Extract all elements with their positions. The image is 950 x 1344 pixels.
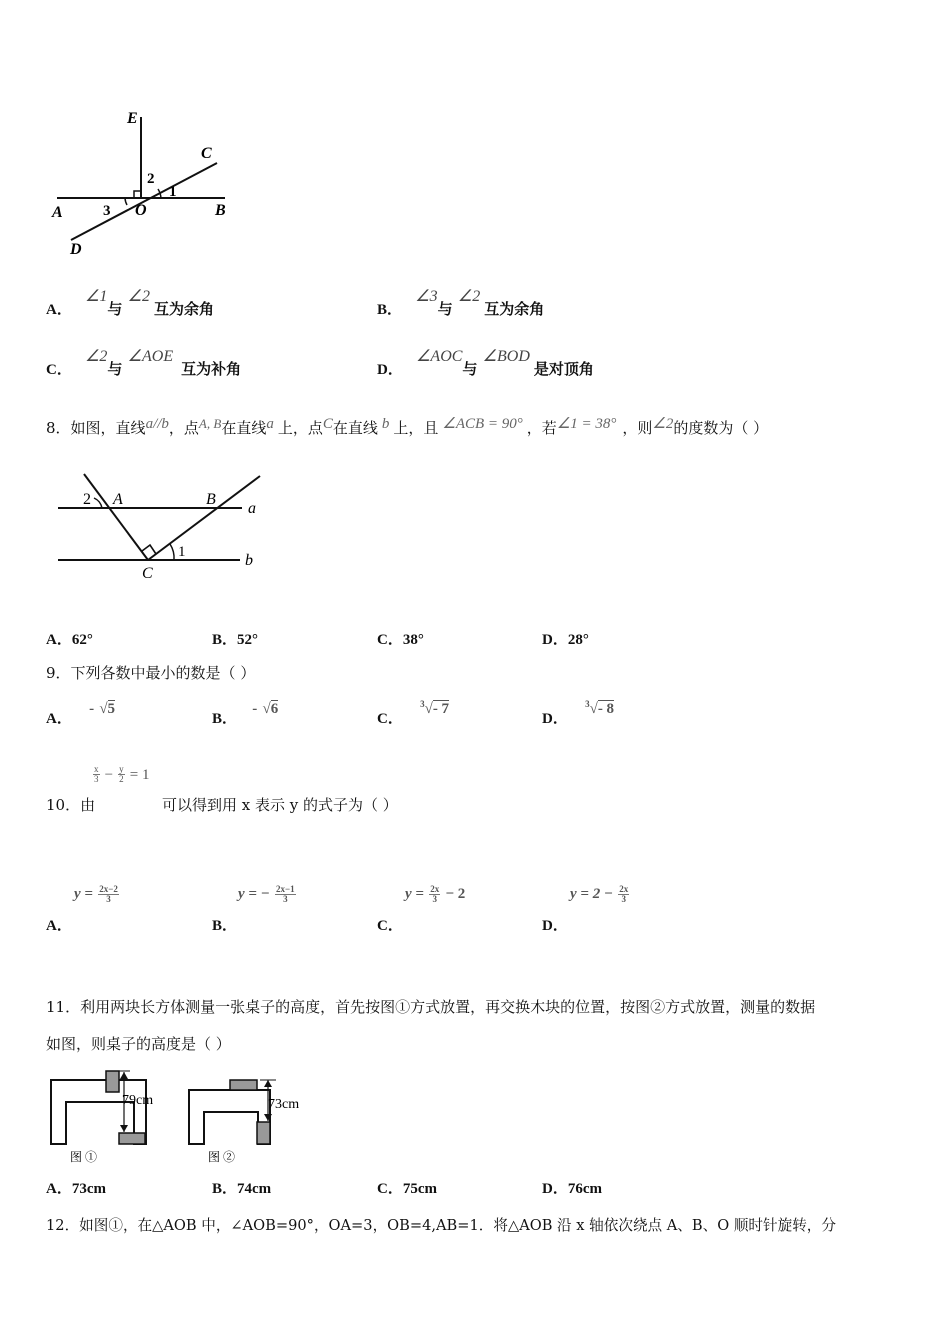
math-angle: ∠2 bbox=[85, 348, 108, 365]
option-letter: C． bbox=[377, 918, 403, 934]
option-letter: D． bbox=[377, 362, 403, 378]
label-c: C bbox=[201, 145, 212, 162]
label-e: E bbox=[127, 110, 138, 127]
stem-text: 在直线 bbox=[221, 419, 267, 437]
option-value: 76cm bbox=[567, 1181, 602, 1197]
q11-option-b[interactable] bbox=[212, 1177, 271, 1198]
formula bbox=[238, 884, 296, 904]
q9-option-c[interactable] bbox=[377, 699, 449, 728]
q9-option-b[interactable] bbox=[212, 699, 278, 728]
q10-equation bbox=[93, 764, 149, 784]
formula bbox=[405, 884, 465, 904]
q7-option-b[interactable] bbox=[377, 286, 544, 319]
measure-79cm: 79cm bbox=[122, 1093, 154, 1108]
q8-option-b[interactable] bbox=[212, 628, 258, 649]
label-1: 1 bbox=[169, 184, 177, 200]
equals-one: = 1 bbox=[129, 767, 150, 783]
stem-text: 在直线 bbox=[332, 419, 378, 437]
cube-root-icon: √ bbox=[589, 701, 598, 717]
rhs-rest: − 2 bbox=[445, 886, 466, 902]
denominator: 3 bbox=[621, 893, 627, 904]
label-a: A bbox=[113, 491, 123, 508]
denominator: 3 bbox=[283, 893, 288, 904]
numerator: y bbox=[119, 764, 124, 774]
sqrt-icon: √ bbox=[262, 701, 271, 717]
math-inline: b bbox=[381, 416, 390, 432]
numerator: 2x bbox=[430, 883, 440, 894]
label-3: 3 bbox=[103, 203, 111, 219]
lhs: y = bbox=[405, 886, 424, 902]
math-inline: ∠ACB = 90° bbox=[442, 416, 523, 432]
lhs: y = 2 − bbox=[570, 886, 614, 902]
option-letter: D． bbox=[542, 711, 568, 727]
minus-sign: − bbox=[104, 767, 114, 783]
q9-stem: 9．下列各数中最小的数是（ ） bbox=[46, 664, 256, 682]
q11-stem-line1: 11．利用两块长方体测量一张桌子的高度，首先按图①方式放置，再交换木块的位置，按图②方式放置，测量的数据 bbox=[46, 998, 816, 1016]
angle-figure-q7 bbox=[45, 105, 255, 265]
option-letter: D． bbox=[542, 918, 568, 934]
option-letter: B． bbox=[377, 302, 403, 318]
q8-stem bbox=[46, 414, 768, 438]
option-letter: A． bbox=[46, 302, 72, 318]
label-line-b: b bbox=[245, 552, 253, 569]
label-d: D bbox=[70, 241, 82, 258]
numerator: x bbox=[94, 764, 99, 774]
option-letter: C． bbox=[377, 632, 403, 648]
stem-text: 如图，直线 bbox=[70, 419, 146, 437]
label-a: A bbox=[52, 204, 63, 221]
measure-73cm: 73cm bbox=[268, 1097, 300, 1112]
stem-text: 的度数为（ ） bbox=[673, 419, 769, 437]
root-index: 3 bbox=[585, 699, 590, 709]
stem-text: ，若 bbox=[526, 419, 557, 437]
radicand: 6 bbox=[270, 701, 279, 717]
math-inline: C bbox=[322, 416, 333, 432]
option-value: 75cm bbox=[402, 1181, 437, 1197]
label-2: 2 bbox=[147, 171, 155, 187]
math-inline: a//b bbox=[145, 416, 169, 432]
option-letter: A． bbox=[46, 711, 72, 727]
math-angle: ∠AOE bbox=[127, 348, 174, 365]
option-value: 73cm bbox=[71, 1181, 106, 1197]
q8-option-a[interactable] bbox=[46, 628, 93, 649]
option-letter: D． bbox=[542, 1181, 568, 1197]
option-value: 38° bbox=[402, 632, 424, 648]
label-2: 2 bbox=[83, 491, 91, 508]
option-text: 与 bbox=[107, 360, 123, 378]
label-1: 1 bbox=[178, 544, 186, 560]
option-value: 28° bbox=[567, 632, 589, 648]
option-text: 互为余角 bbox=[484, 300, 545, 318]
parallel-lines-figure-q8 bbox=[50, 468, 280, 586]
option-letter: B． bbox=[212, 711, 238, 727]
option-letter: A． bbox=[46, 918, 72, 934]
label-b: B bbox=[206, 491, 216, 508]
q11-option-d[interactable] bbox=[542, 1177, 602, 1198]
neg-sign: - bbox=[89, 701, 95, 717]
stem-text: ，则 bbox=[622, 419, 653, 437]
math-angle: ∠3 bbox=[415, 288, 438, 305]
sqrt-icon: √ bbox=[99, 701, 108, 717]
q9-option-a[interactable] bbox=[46, 699, 115, 728]
math-inline: ∠1 = 38° bbox=[556, 416, 617, 432]
question-number: 8． bbox=[46, 419, 71, 437]
stem-text: ，点 bbox=[168, 419, 199, 437]
math-angle: ∠2 bbox=[127, 288, 151, 305]
option-value: 62° bbox=[71, 632, 93, 648]
q8-option-d[interactable] bbox=[542, 628, 589, 649]
root-index: 3 bbox=[420, 699, 425, 709]
neg-sign: - bbox=[252, 701, 258, 717]
option-letter: A． bbox=[46, 632, 72, 648]
denominator: 3 bbox=[94, 774, 99, 784]
numerator: 2x−2 bbox=[99, 883, 118, 894]
label-b: B bbox=[215, 202, 226, 219]
q7-option-d[interactable] bbox=[377, 346, 594, 379]
math-angle: ∠AOC bbox=[416, 348, 463, 365]
option-letter: C． bbox=[377, 711, 403, 727]
radicand: 5 bbox=[107, 701, 116, 717]
fraction bbox=[618, 885, 629, 904]
lhs: y = bbox=[74, 886, 93, 902]
table-figure-2 bbox=[186, 1068, 314, 1168]
denominator: 3 bbox=[432, 893, 437, 904]
fraction bbox=[98, 885, 119, 904]
option-letter: B． bbox=[212, 1181, 238, 1197]
option-letter: C． bbox=[377, 1181, 403, 1197]
q7-option-a[interactable] bbox=[46, 286, 214, 319]
fraction bbox=[429, 885, 440, 904]
math-inline: ∠2 bbox=[652, 416, 674, 432]
q11-option-c[interactable] bbox=[377, 1177, 437, 1198]
numerator: 2x−1 bbox=[276, 883, 295, 894]
q7-option-c[interactable] bbox=[46, 346, 241, 379]
q12-stem-line1: 12．如图①，在△AOB 中，∠AOB=90°，OA=3，OB=4,AB=1．将△AOB 沿 x 轴依次绕点 A、B、O 顺时针旋转，分 bbox=[46, 1217, 836, 1234]
q9-option-d[interactable] bbox=[542, 699, 614, 728]
option-text: 是对顶角 bbox=[533, 360, 594, 378]
label-line-a: a bbox=[248, 500, 256, 517]
stem-text: 上，点 bbox=[277, 419, 323, 437]
math-angle: ∠1 bbox=[85, 288, 108, 305]
fraction bbox=[93, 765, 100, 784]
table-figure-1 bbox=[48, 1068, 176, 1168]
fig1-caption: 图 ① bbox=[70, 1150, 98, 1164]
math-inline: a bbox=[266, 416, 274, 432]
label-c: C bbox=[142, 565, 153, 582]
option-letter: B． bbox=[212, 918, 238, 934]
denominator: 3 bbox=[106, 893, 111, 904]
q10-stem: 可以得到用 x 表示 y 的式子为（ ） bbox=[162, 796, 398, 814]
option-value: 52° bbox=[237, 632, 259, 648]
fraction bbox=[275, 885, 296, 904]
formula bbox=[570, 884, 629, 904]
label-o: O bbox=[135, 202, 147, 219]
q11-stem-line2: 如图，则桌子的高度是（ ） bbox=[46, 1035, 231, 1053]
math-angle: ∠BOD bbox=[482, 348, 530, 365]
fraction bbox=[118, 765, 125, 784]
math-angle: ∠2 bbox=[457, 288, 481, 305]
q8-option-c[interactable] bbox=[377, 628, 424, 649]
radicand: - 8 bbox=[597, 701, 615, 717]
option-text: 与 bbox=[107, 300, 123, 318]
lhs: y = − bbox=[238, 886, 270, 902]
option-text: 互为余角 bbox=[154, 300, 215, 318]
numerator: 2x bbox=[619, 883, 629, 894]
denominator: 2 bbox=[119, 774, 124, 784]
option-letter: B． bbox=[212, 632, 238, 648]
stem-text: 上，且 bbox=[393, 419, 439, 437]
option-text: 与 bbox=[462, 360, 478, 378]
option-letter: A． bbox=[46, 1181, 72, 1197]
fig2-caption: 图 ② bbox=[208, 1150, 236, 1164]
option-value: 74cm bbox=[237, 1181, 272, 1197]
q11-option-a[interactable] bbox=[46, 1177, 106, 1198]
option-letter: C． bbox=[46, 362, 72, 378]
cube-root-icon: √ bbox=[424, 701, 433, 717]
math-inline: A, B bbox=[198, 416, 222, 431]
radicand: - 7 bbox=[432, 701, 450, 717]
option-text: 与 bbox=[437, 300, 453, 318]
option-letter: D． bbox=[542, 632, 568, 648]
formula bbox=[74, 884, 119, 904]
q10-num: 10．由 bbox=[46, 796, 96, 814]
option-text: 互为补角 bbox=[181, 360, 242, 378]
